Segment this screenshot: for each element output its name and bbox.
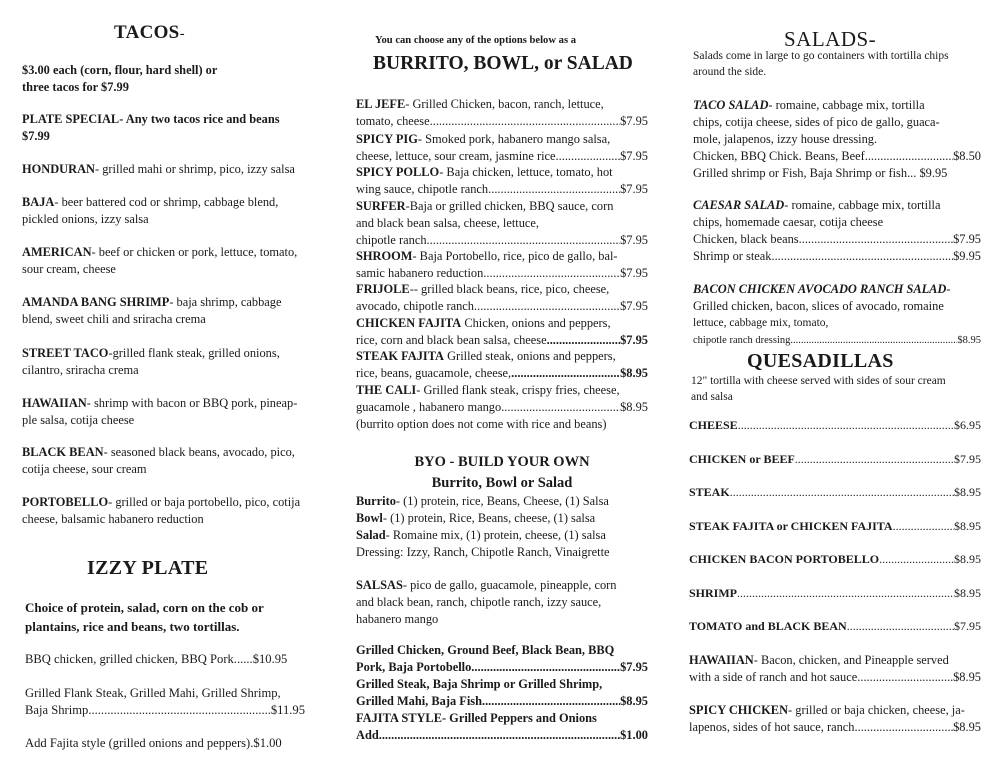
izzy-plate-intro-line2: plantains, rice and beans, two tortillas.	[25, 619, 240, 634]
burrito-item-desc: - Baja Portobello, rice, pico de gallo, bal-	[412, 249, 618, 263]
leader-dots	[737, 586, 954, 601]
taco-item	[22, 161, 322, 178]
leader-dots	[771, 248, 953, 265]
quesadilla-item-name: CHEESE	[689, 418, 738, 432]
burrito-item-last: rice, corn and black bean salsa, cheese	[356, 333, 547, 347]
plate-special-name: PLATE SPECIAL	[22, 112, 120, 126]
burrito-subtitle: You can choose any of the options below as a	[375, 35, 577, 46]
taco-item-desc: - beer battered cod or shrimp, cabbage blend,	[54, 195, 279, 209]
izzy-plate-line2-label: Baja Shrimp	[25, 703, 89, 717]
byo-option	[356, 493, 648, 510]
burrito-item-desc: - Grilled flank steak, crispy fries, cheese,	[416, 383, 620, 397]
leader-dots	[556, 148, 621, 165]
spicy-chicken-price-value: $8.95	[953, 720, 981, 734]
hawaiian-price-value: $8.95	[953, 670, 981, 684]
salsas-name: SALSAS	[356, 578, 403, 592]
taco-item-name: HONDURAN	[22, 162, 95, 176]
burrito-item-desc: Grilled steak, onions and peppers,	[444, 349, 616, 363]
burrito-item	[356, 198, 648, 249]
leader-dots	[488, 181, 620, 198]
burrito-item	[356, 281, 648, 315]
bacon-salad-line2: lettuce, cabbage mix, tomato,	[693, 317, 829, 329]
protein-price-row	[356, 693, 648, 710]
quesadilla-item	[689, 452, 981, 467]
tacos-pricing	[22, 62, 322, 96]
protein-line5: FAJITA STYLE- Grilled Peppers and Onions	[356, 711, 597, 725]
izzy-plate-line2-price: $11.95	[270, 703, 305, 717]
taco-item-desc: - seasoned black beans, avocado, pico,	[103, 445, 295, 459]
quesadilla-item-price: $7.95	[954, 619, 981, 633]
protein-line3: Grilled Steak, Baja Shrimp or Grilled Shrimp,	[356, 677, 603, 691]
tacos-pricing-line1: $3.00 each (corn, flour, hard shell) or	[22, 63, 218, 77]
quesadilla-item-name: CHICKEN or BEEF	[689, 452, 795, 466]
byo-option-name: Bowl	[356, 511, 383, 525]
leader-dots	[893, 519, 954, 534]
quesadillas-intro-line1: 12" tortilla with cheese served with sides of sour cream	[691, 375, 946, 387]
izzy-plate-line2-a: Grilled Flank Steak, Grilled Mahi, Grilled Shrimp,	[25, 686, 281, 700]
quesadilla-hawaiian	[689, 652, 981, 686]
tacos-title: TACOS	[114, 22, 180, 43]
bacon-salad-line1: Grilled chicken, bacon, slices of avocado, romaine	[693, 299, 944, 313]
caesar-salad-price-2-label: Shrimp or steak	[693, 249, 772, 263]
caesar-salad	[693, 197, 981, 265]
quesadillas-title: QUESADILLAS	[747, 350, 894, 372]
protein-line2-label: Pork, Baja Portobello	[356, 660, 472, 674]
taco-salad-line2: chips, cotija cheese, sides of pico de gallo, guaca-	[693, 115, 940, 129]
leader-dots	[847, 619, 954, 634]
burrito-item-price: $7.95	[620, 333, 648, 347]
salads-intro-line1: Salads come in large to go containers with tortilla chips	[693, 50, 949, 62]
burrito-item-price: $7.95	[620, 114, 648, 128]
salsas-line3: habanero mango	[356, 612, 439, 626]
burrito-item-name: CHICKEN FAJITA	[356, 316, 462, 330]
taco-item-name: AMANDA BANG SHRIMP	[22, 295, 170, 309]
taco-salad-price-2: Grilled shrimp or Fish, Baja Shrimp or fish... $9.95	[693, 166, 948, 180]
plate-special	[22, 111, 322, 145]
bacon-chicken-salad	[693, 281, 981, 348]
salsas-line1: - pico de gallo, guacamole, pineapple, corn	[402, 578, 617, 592]
leader-dots	[790, 333, 957, 348]
caesar-salad-line1: - romaine, cabbage mix, tortilla	[784, 198, 941, 212]
leader-dots	[501, 399, 620, 416]
byo-option-name: Salad	[356, 528, 386, 542]
protein-line4-price: $8.95	[620, 694, 648, 708]
leader-dots	[88, 702, 271, 719]
taco-item-name: AMERICAN	[22, 245, 92, 259]
quesadilla-item	[689, 485, 981, 500]
tacos-heading	[114, 22, 185, 44]
taco-item-desc-2: pickled onions, izzy salsa	[22, 212, 149, 226]
burrito-title: BURRITO, BOWL, or SALAD	[373, 53, 633, 74]
caesar-salad-price-2-value: $9.95	[953, 249, 981, 263]
taco-salad-price-1-label: Chicken, BBQ Chick. Beans, Beef	[693, 149, 865, 163]
burrito-item-price: $7.95	[620, 182, 648, 196]
leader-dots	[427, 232, 621, 249]
quesadilla-item-name: STEAK	[689, 485, 730, 499]
burrito-item-price: $7.95	[620, 266, 648, 280]
caesar-salad-name: CAESAR SALAD	[693, 198, 785, 212]
quesadilla-item-price: $7.95	[954, 452, 981, 466]
quesadilla-item-price: $8.95	[954, 586, 981, 600]
protein-line2-price: $7.95	[620, 660, 648, 674]
izzy-plate-price-2	[25, 685, 305, 719]
plate-special-price: $7.99	[22, 129, 50, 143]
bacon-salad-price-value: $8.95	[957, 335, 981, 346]
hawaiian-price-label: with a side of ranch and hot sauce	[689, 670, 858, 684]
taco-item-name: STREET TACO	[22, 346, 109, 360]
taco-item-desc: - baja shrimp, cabbage	[169, 295, 282, 309]
tacos-pricing-line2: three tacos for $7.99	[22, 80, 129, 94]
leader-dots	[738, 418, 954, 433]
burrito-item-price: $7.95	[620, 149, 648, 163]
leader-dots	[511, 365, 620, 382]
bacon-salad-dash: -	[946, 282, 951, 296]
taco-item-desc-2: blend, sweet chili and sriracha crema	[22, 312, 206, 326]
burrito-item-name: SHROOM	[356, 249, 413, 263]
burrito-item-last: avocado, chipotle ranch	[356, 299, 475, 313]
taco-item-name: HAWAIIAN	[22, 396, 87, 410]
taco-item	[22, 194, 322, 228]
leader-dots	[799, 231, 953, 248]
burrito-item-name: STEAK FAJITA	[356, 349, 445, 363]
bacon-salad-price	[693, 333, 981, 348]
taco-salad-price-1	[693, 148, 981, 165]
quesadilla-item-price: $8.95	[954, 519, 981, 533]
burrito-item-desc: -Baja or grilled chicken, BBQ sauce, corn	[405, 199, 614, 213]
protein-price-row	[356, 727, 648, 744]
leader-dots	[879, 552, 954, 567]
burrito-item-desc: - Grilled Chicken, bacon, ranch, lettuce,	[405, 97, 604, 111]
salads-intro-line2: around the side.	[693, 66, 767, 78]
izzy-plate-line1-label: BBQ chicken, grilled chicken, BBQ Pork......	[25, 652, 253, 666]
byo-subtitle: Burrito, Bowl or Salad	[431, 475, 573, 491]
burrito-item-price: $8.95	[620, 366, 648, 380]
taco-item	[22, 395, 322, 429]
taco-item-name: PORTOBELLO	[22, 495, 109, 509]
leader-dots	[857, 669, 953, 686]
taco-item-desc: -grilled flank steak, grilled onions,	[108, 346, 280, 360]
leader-dots	[865, 148, 953, 165]
izzy-plate-line1-price: $10.95	[252, 652, 288, 666]
bacon-salad-price-label: chipotle ranch dressing	[693, 335, 791, 346]
quesadilla-item	[689, 586, 981, 601]
byo-options	[356, 493, 648, 561]
burrito-item-desc: Chicken, onions and peppers,	[461, 316, 611, 330]
quesadilla-item-name: TOMATO and BLACK BEAN	[689, 619, 847, 633]
protein-line1: Grilled Chicken, Ground Beef, Black Bean, BBQ	[356, 643, 615, 657]
burrito-item-last: samic habanero reduction	[356, 266, 484, 280]
caesar-salad-price-1-value: $7.95	[953, 232, 981, 246]
taco-item-desc: - grilled mahi or shrimp, pico, izzy salsa	[94, 162, 295, 176]
taco-item-name: BAJA	[22, 195, 55, 209]
burrito-item	[356, 96, 648, 130]
protein-pricing	[356, 642, 648, 744]
burrito-item-name: THE CALI	[356, 383, 417, 397]
burrito-item-name: SURFER	[356, 199, 406, 213]
burrito-item	[356, 348, 648, 382]
quesadilla-item-name: STEAK FAJITA or CHICKEN FAJITA	[689, 519, 893, 533]
leader-dots	[474, 298, 620, 315]
quesadilla-item	[689, 418, 981, 433]
burrito-item	[356, 248, 648, 282]
hawaiian-line1: - Bacon, chicken, and Pineapple served	[753, 653, 949, 667]
izzy-plate-title: IZZY PLATE	[87, 557, 209, 579]
byo-option-name: Burrito	[356, 494, 396, 508]
salads-title: SALADS-	[784, 27, 877, 51]
salsas-line2: and black bean, ranch, chipotle ranch, izzy sauce,	[356, 595, 602, 609]
taco-item-desc-2: ple salsa, cotija cheese	[22, 413, 135, 427]
leader-dots	[483, 265, 620, 282]
caesar-salad-line2: chips, homemade caesar, cotija cheese	[693, 215, 884, 229]
spicy-chicken-name: SPICY CHICKEN	[689, 703, 789, 717]
taco-item-desc: - shrimp with bacon or BBQ pork, pineap-	[86, 396, 298, 410]
burrito-item-desc: - Baja chicken, lettuce, tomato, hot	[439, 165, 613, 179]
burrito-note: (burrito option does not come with rice and beans)	[356, 417, 607, 431]
protein-line6-label: Add	[356, 728, 379, 742]
quesadilla-item-price: $8.95	[954, 485, 981, 499]
leader-dots	[471, 659, 620, 676]
leader-dots	[379, 727, 620, 744]
taco-salad-line3: mole, jalapenos, izzy house dressing.	[693, 132, 878, 146]
caesar-salad-price-2	[693, 248, 981, 265]
hawaiian-name: HAWAIIAN	[689, 653, 754, 667]
byo-option-text: - (1) protein, rice, Beans, Cheese, (1) Salsa	[395, 494, 609, 508]
taco-item	[22, 444, 322, 478]
caesar-salad-price-1	[693, 231, 981, 248]
burrito-item-last: tomato, cheese	[356, 114, 430, 128]
burrito-item-last: cheese, lettuce, sour cream, jasmine rice	[356, 149, 556, 163]
taco-item-desc-2: sour cream, cheese	[22, 262, 116, 276]
leader-dots	[482, 693, 620, 710]
burrito-item-name: SPICY POLLO	[356, 165, 440, 179]
burrito-item-last: rice, beans, guacamole, cheese,	[356, 366, 512, 380]
quesadilla-item-price: $6.95	[954, 418, 981, 432]
taco-salad-name: TACO SALAD	[693, 98, 769, 112]
byo-option	[356, 510, 648, 527]
byo-option-text: - Romaine mix, (1) protein, cheese, (1) salsa	[385, 528, 606, 542]
burrito-item	[356, 315, 648, 349]
taco-item-desc-2: cilantro, sriracha crema	[22, 363, 139, 377]
burrito-item	[356, 382, 648, 416]
quesadillas-intro	[691, 373, 981, 405]
quesadilla-item	[689, 552, 981, 567]
byo-title: BYO - BUILD YOUR OWN	[414, 454, 590, 470]
leader-dots	[430, 113, 620, 130]
burrito-item-last: wing sauce, chipotle ranch	[356, 182, 489, 196]
burrito-item-price: $8.95	[620, 400, 648, 414]
byo-option-text: - (1) protein, Rice, Beans, cheese, (1) salsa	[382, 511, 596, 525]
protein-line4-label: Grilled Mahi, Baja Fish	[356, 694, 482, 708]
burrito-item-last: guacamole , habanero mango	[356, 400, 502, 414]
taco-item-desc: - grilled or baja portobello, pico, cotija	[108, 495, 301, 509]
quesadilla-item	[689, 619, 981, 634]
burrito-item-desc: -- grilled black beans, rice, pico, cheese,	[409, 282, 610, 296]
taco-item-desc-2: cotija cheese, sour cream	[22, 462, 147, 476]
izzy-plate-intro-line1: Choice of protein, salad, corn on the cob or	[25, 600, 264, 615]
taco-salad-price-1-value: $8.50	[953, 149, 981, 163]
burrito-item	[356, 164, 648, 198]
salsas	[356, 577, 648, 628]
byo-dressing: Dressing: Izzy, Ranch, Chipotle Ranch, Vinaigrette	[356, 545, 610, 559]
burrito-item	[356, 131, 648, 165]
izzy-plate-line2-b	[25, 702, 305, 719]
leader-dots	[795, 452, 954, 467]
burrito-item-desc: - Smoked pork, habanero mango salsa,	[417, 132, 611, 146]
tacos-title-dash: -	[179, 26, 185, 42]
burrito-item-name: FRIJOLE	[356, 282, 410, 296]
quesadilla-item-price: $8.95	[954, 552, 981, 566]
byo-option	[356, 527, 648, 544]
taco-salad	[693, 97, 981, 182]
quesadillas-intro-line2: and salsa	[691, 391, 733, 403]
burrito-item-mid: and black bean salsa, cheese, lettuce,	[356, 216, 540, 230]
quesadilla-item	[689, 519, 981, 534]
taco-item	[22, 494, 322, 528]
taco-item	[22, 244, 322, 278]
burrito-item-price: $7.95	[620, 299, 648, 313]
quesadilla-spicy-chicken	[689, 702, 981, 736]
taco-item	[22, 345, 322, 379]
taco-item-desc: - beef or chicken or pork, lettuce, tomato,	[91, 245, 298, 259]
izzy-plate-fajita-addon: Add Fajita style (grilled onions and peppers).$1.00	[25, 736, 282, 750]
leader-dots	[547, 332, 621, 349]
izzy-plate-intro	[25, 598, 322, 636]
spicy-chicken-line1: - grilled or baja chicken, cheese, ja-	[788, 703, 965, 717]
plate-special-desc: - Any two tacos rice and beans	[119, 112, 280, 126]
burrito-item-price: $7.95	[620, 233, 648, 247]
izzy-plate-price-1	[25, 651, 322, 668]
burrito-item-name: SPICY PIG	[356, 132, 418, 146]
taco-salad-line1: - romaine, cabbage mix, tortilla	[768, 98, 925, 112]
quesadilla-item-name: CHICKEN BACON PORTOBELLO	[689, 552, 880, 566]
protein-price-row	[356, 659, 648, 676]
spicy-chicken-price-label: lapenos, sides of hot sauce, ranch	[689, 720, 855, 734]
leader-dots	[730, 485, 954, 500]
burrito-item-name: EL JEFE	[356, 97, 406, 111]
salads-intro	[693, 48, 981, 80]
quesadilla-item-name: SHRIMP	[689, 586, 737, 600]
caesar-salad-price-1-label: Chicken, black beans	[693, 232, 799, 246]
taco-item-desc-2: cheese, balsamic habanero reduction	[22, 512, 204, 526]
bacon-salad-name: BACON CHICKEN AVOCADO RANCH SALAD	[693, 282, 947, 296]
taco-item-name: BLACK BEAN	[22, 445, 104, 459]
taco-item	[22, 294, 322, 328]
burrito-item-last: chipotle ranch	[356, 233, 427, 247]
protein-line6-price: $1.00	[620, 728, 648, 742]
leader-dots	[855, 719, 954, 736]
